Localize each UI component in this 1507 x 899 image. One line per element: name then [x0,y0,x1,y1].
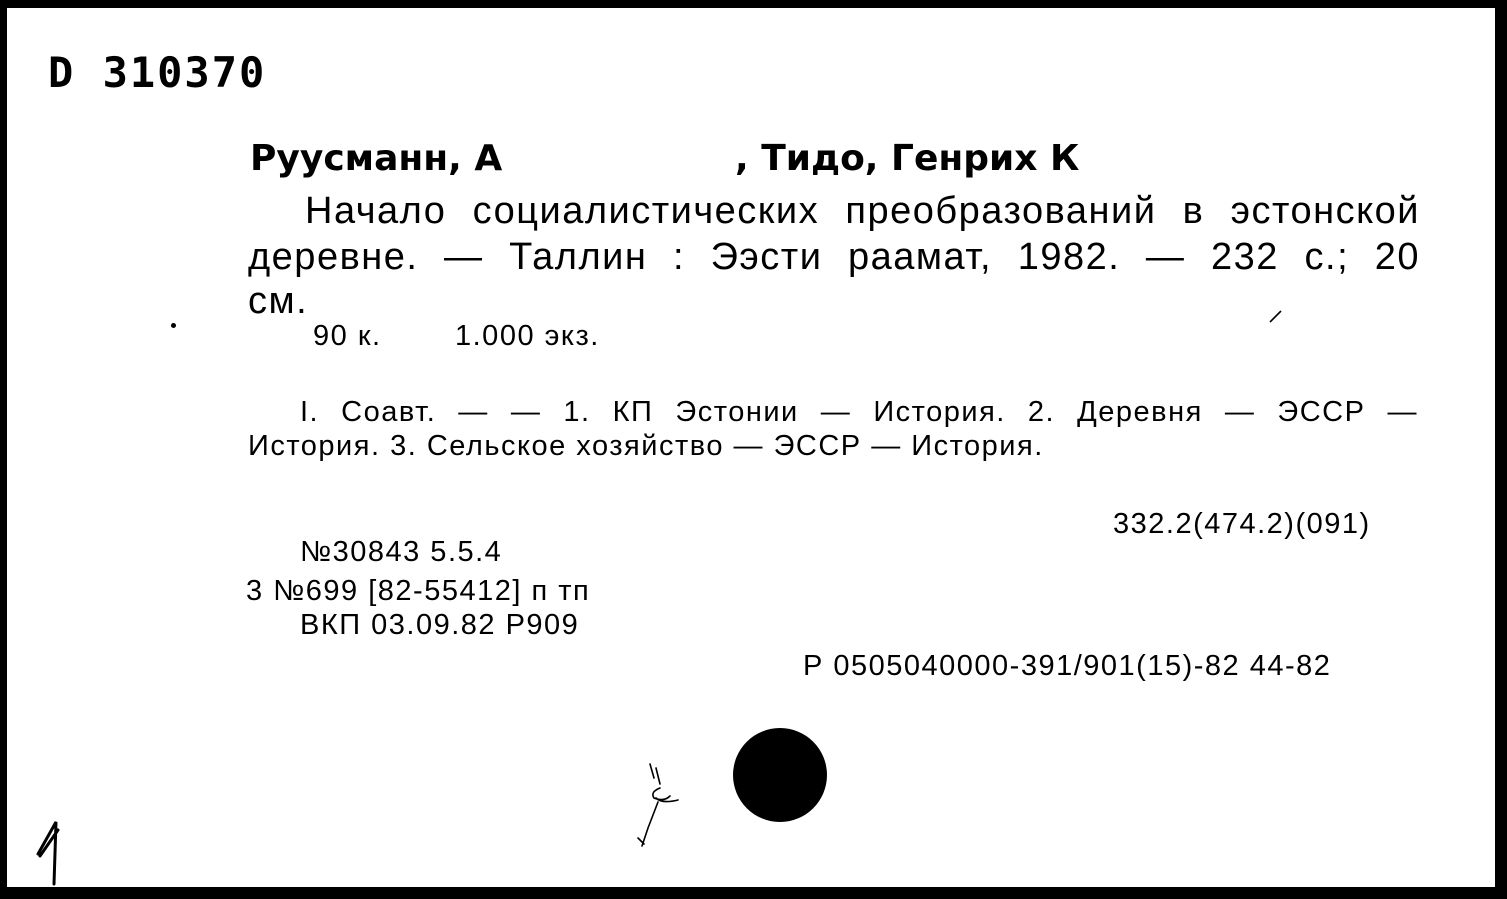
registry-line-1: №30843 5.5.4 [300,536,503,568]
print-run: 1.000 экз. [455,320,600,352]
registry-line-2: 3 №699 [82-55412] п тп [246,575,591,607]
ink-dot [171,323,176,328]
catalog-code: Р 0505040000-391/901(15)-82 44-82 [803,650,1332,682]
subject-headings-line-1: I. Соавт. — — 1. КП Эстонии — История. 2. Деревня — ЭССР — [300,396,1418,428]
title-line-3: см. [248,280,309,322]
subject-headings-line-2: История. 3. Сельское хозяйство — ЭССР — История. [248,430,1044,462]
handwritten-scribble [620,758,700,850]
card-border-bottom [0,887,1507,899]
udc-classification: 332.2(474.2)(091) [1113,508,1371,540]
card-border-right [1495,0,1507,899]
registry-line-3: ВКП 03.09.82 Р909 [300,609,580,641]
title-line-1: Начало социалистических преобразований в эстонской [305,190,1420,232]
punch-hole [733,728,827,822]
card-number: D 310370 [48,48,267,97]
author-name-part2: , Тидо, Генрих К [735,138,1080,179]
price: 90 к. [313,320,382,352]
card-border-left [0,0,7,899]
card-border-top [0,0,1507,8]
author-name-part1: Руусманн, А [250,138,503,179]
title-line-2: деревне. — Таллин : Ээсти раамат, 1982. — 232 с.; 20 [248,236,1420,278]
handwritten-mark [30,810,80,890]
pencil-tick-mark [1268,308,1284,324]
